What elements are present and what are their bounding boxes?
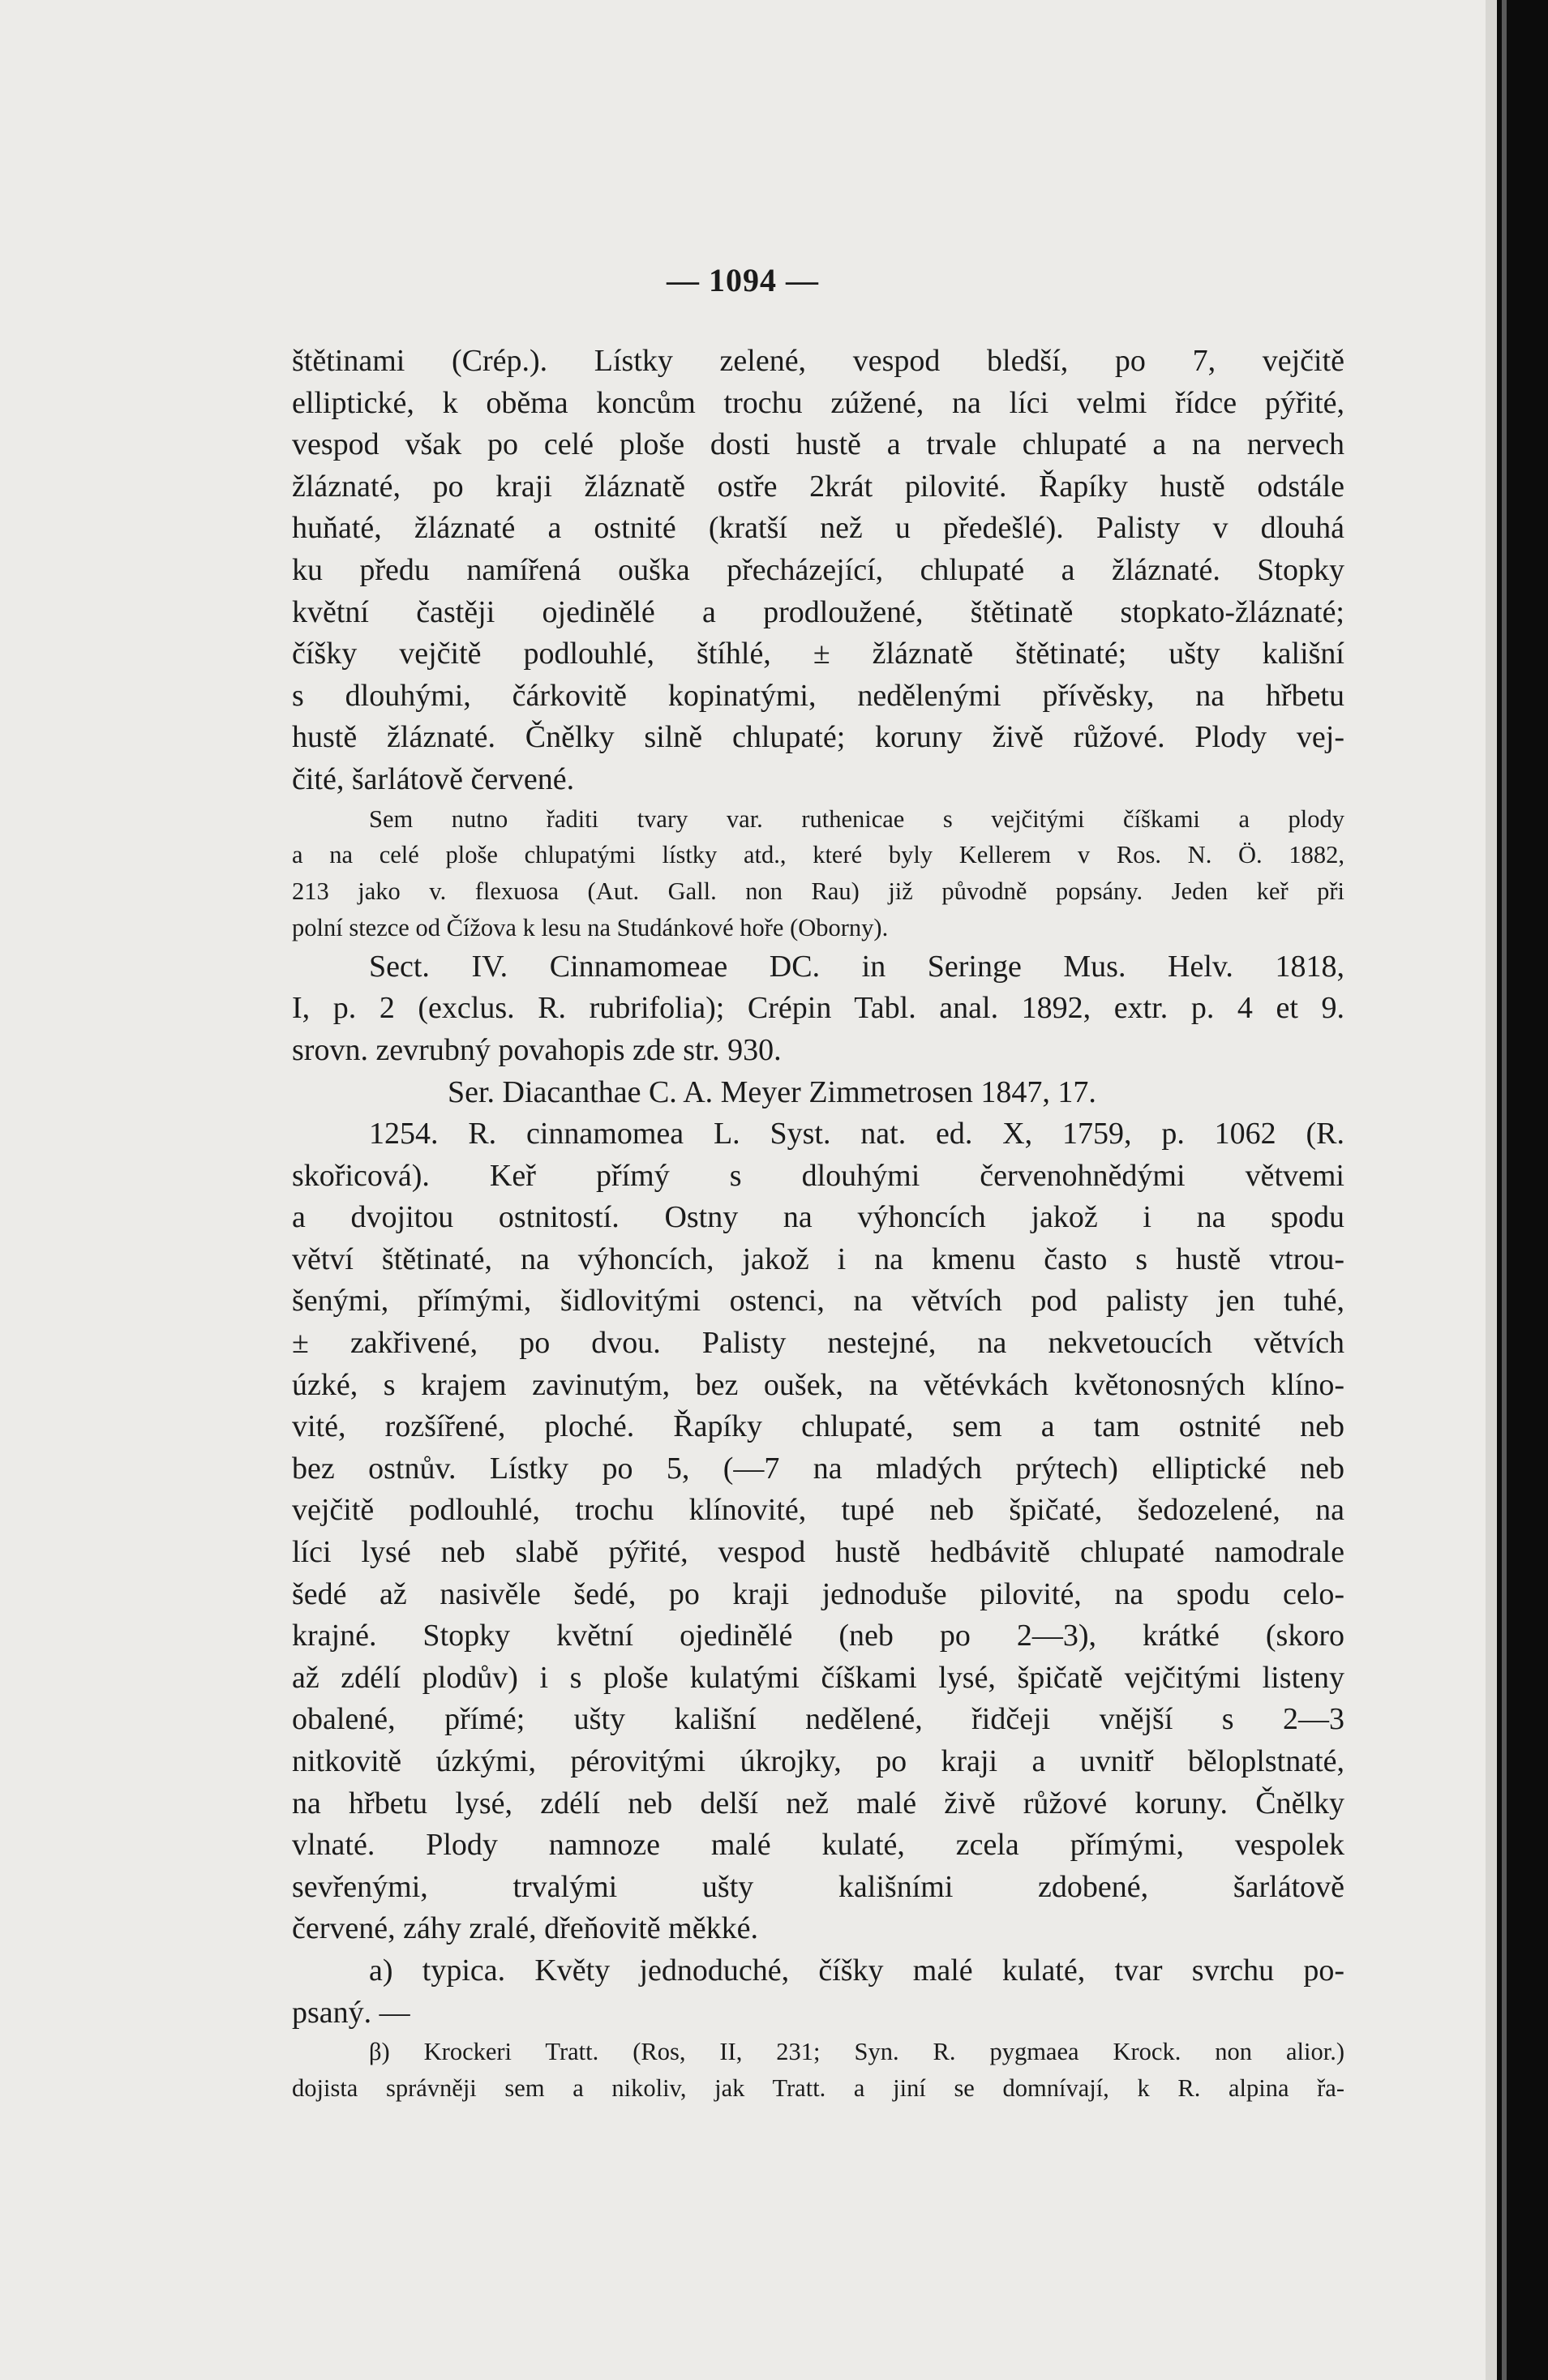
text-line: květní častěji ojedinělé a prodloužené, štětinatě stopkato-žláznaté; [292,594,1344,629]
series-heading: Ser. Diacanthae C. A. Meyer Zimmetrosen 1847, 17. [448,1074,1096,1109]
text-line: číšky vejčitě podlouhlé, štíhlé, ± žláznatě štětinaté; ušty kališní [292,637,1344,671]
text-line: bez ostnův. Lístky po 5, (—7 na mladých prýtech) elliptické neb [292,1451,1344,1486]
text-line: I, p. 2 (exclus. R. rubrifolia); Crépin Tabl. anal. 1892, extr. p. 4 et 9. [292,991,1344,1026]
text-line: čité, šarlátově červené. [292,761,575,796]
page-edge-shadow [1502,0,1507,2380]
text-line: s dlouhými, čárkovitě kopinatými, nedělenými přívěsky, na hřbetu [292,678,1344,713]
note-line: Sem nutno řaditi tvary var. ruthenicae s vejčitými číškami a plody [369,804,1344,833]
text-line: a dvojitou ostnitostí. Ostny na výhoncích jakož i na spodu [292,1200,1344,1235]
text-line: šedé až nasivěle šedé, po kraji jednoduše pilovité, na spodu celo- [292,1576,1344,1611]
note-line: polní stezce od Čížova k lesu na Studánkové hoře (Oborny). [292,913,889,941]
text-line: vejčitě podlouhlé, trochu klínovité, tupé neb špičaté, šedozelené, na [292,1493,1344,1528]
note-line: a na celé ploše chlupatými lístky atd., které byly Kellerem v Ros. N. Ö. 1882, [292,841,1344,869]
text-line: štětinami (Crép.). Lístky zelené, vespod bledší, po 7, vejčitě [292,344,1344,378]
text-line: huňaté, žláznaté a ostnité (kratší než u předešlé). Palisty v dlouhá [292,511,1344,546]
text-line: líci lysé neb slabě pýřité, vespod hustě hedbávitě chlupaté namodrale [292,1535,1344,1570]
text-line: srovn. zevrubný povahopis zde str. 930. [292,1032,782,1067]
text-line: ± zakřivené, po dvou. Palisty nestejné, na nekvetoucích větvích [292,1326,1344,1361]
note-line: dojista správněji sem a nikoliv, jak Tratt. a jiní se domnívají, k R. alpina řa- [292,2073,1344,2102]
text-line: vespod však po celé ploše dosti hustě a trvale chlupaté a na nervech [292,427,1344,462]
section-heading: Sect. IV. Cinnamomeae DC. in Seringe Mus. Helv. 1818, [369,949,1344,984]
note-line: 213 jako v. flexuosa (Aut. Gall. non Rau) již původně popsány. Jeden keř při [292,877,1344,906]
text-line: úzké, s krajem zavinutým, bez oušek, na větévkách květonosných klíno- [292,1367,1344,1402]
text-line: obalené, přímé; ušty kališní nedělené, řidčeji vnější s 2—3 [292,1702,1344,1737]
page-number: — 1094 — [667,262,819,298]
text-line: krajné. Stopky květní ojedinělé (neb po 2—3), krátké (skoro [292,1619,1344,1653]
text-line: sevřenými, trvalými ušty kališními zdobené, šarlátově [292,1869,1344,1904]
text-line: žláznaté, po kraji žláznatě ostře 2krát pilovité. Řapíky hustě odstále [292,469,1344,504]
text-line: skořicová). Keř přímý s dlouhými červenohnědými větvemi [292,1158,1344,1193]
text-line: vlnaté. Plody namnoze malé kulaté, zcela přímými, vespolek [292,1828,1344,1863]
text-line: červené, záhy zralé, dřeňovitě měkké. [292,1911,758,1946]
page-body [292,341,1344,2107]
text-line: vité, rozšířené, ploché. Řapíky chlupaté, sem a tam ostnité neb [292,1409,1344,1444]
text-line: hustě žláznaté. Čnělky silně chlupaté; koruny živě růžové. Plody vej- [292,720,1344,755]
text-line: na hřbetu lysé, zdélí neb delší než malé živě růžové koruny. Čnělky [292,1786,1344,1820]
variety-heading: a) typica. Květy jednoduché, číšky malé kulaté, tvar svrchu po- [369,1953,1344,1988]
text-line: až zdélí plodův) i s ploše kulatými číškami lysé, špičatě vejčitými listeny [292,1660,1344,1695]
text-line: šenými, přímými, šidlovitými ostenci, na větvích pod palisty jen tuhé, [292,1284,1344,1319]
note-line: β) Krockeri Tratt. (Ros, II, 231; Syn. R. pygmaea Krock. non alior.) [369,2038,1344,2066]
species-heading: 1254. R. cinnamomea L. Syst. nat. ed. X, 1759, p. 1062 (R. [369,1117,1344,1151]
text-line: elliptické, k oběma koncům trochu zúžené, na líci velmi řídce pýřité, [292,385,1344,420]
text-line: ku předu namířená ouška přecházející, chlupaté a žláznaté. Stopky [292,552,1344,587]
text-line: větví štětinaté, na výhoncích, jakož i na kmenu často s hustě vtrou- [292,1241,1344,1276]
text-line: psaný. — [292,1995,410,2030]
text-line: nitkovitě úzkými, pérovitými úkrojky, po kraji a uvnitř běloplstnaté, [292,1744,1344,1778]
page-edge [1486,0,1497,2380]
